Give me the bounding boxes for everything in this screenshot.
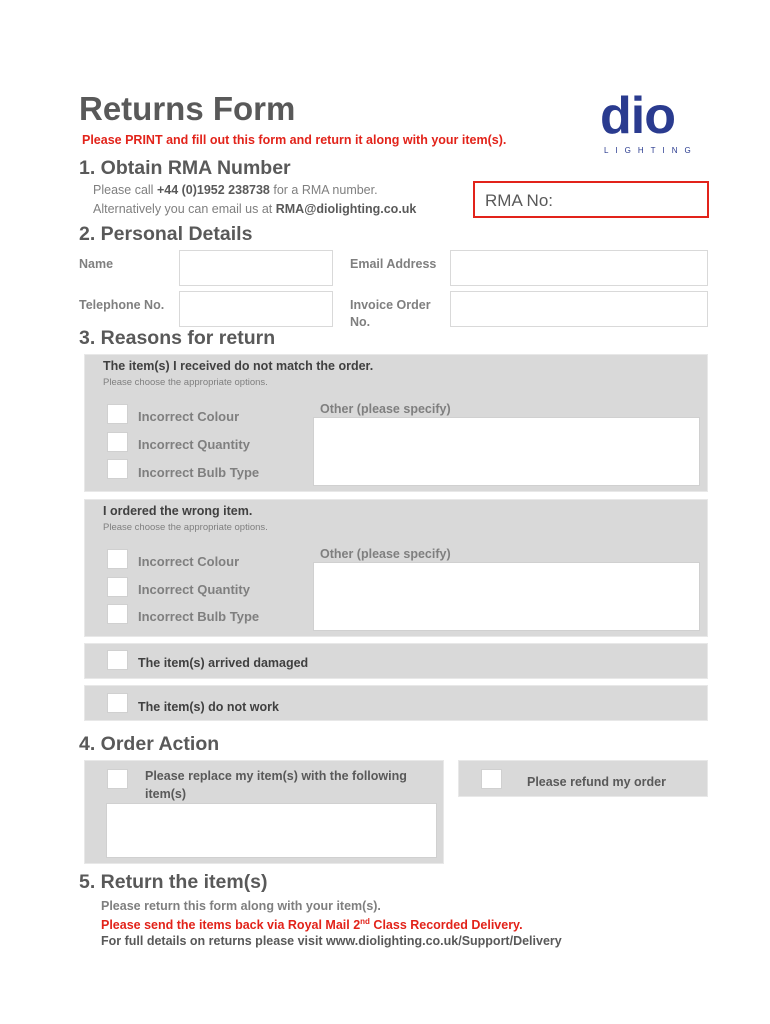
damaged-label: The item(s) arrived damaged — [138, 656, 309, 670]
checkbox-refund[interactable] — [481, 769, 502, 789]
rma-call-pre: Please call — [93, 183, 157, 197]
rma-number-label: RMA No: — [485, 191, 554, 210]
section-heading-return: 5. Return the item(s) — [79, 871, 268, 893]
rma-phone: +44 (0)1952 238738 — [156, 183, 270, 197]
email-label: Email Address — [350, 257, 437, 271]
reason-damaged-row — [84, 643, 708, 679]
invoice-label-line1: Invoice Order — [350, 298, 431, 312]
return-line2-pre: Please send the items back via Royal Mail 2 — [101, 918, 361, 933]
rma-email: RMA@diolighting.co.uk — [275, 202, 417, 216]
return-line3: For full details on returns please visit www.diolighting.co.uk/Support/Delivery — [101, 934, 562, 949]
option-label: Incorrect Quantity — [138, 437, 250, 452]
checkbox-replace[interactable] — [107, 769, 128, 789]
option-label: Incorrect Bulb Type — [138, 609, 260, 624]
reason-group-mismatch — [84, 354, 708, 492]
replace-option-panel — [84, 760, 444, 864]
section-heading-reasons: 3. Reasons for return — [79, 327, 276, 349]
not-working-label: The item(s) do not work — [138, 700, 279, 714]
replacement-items-textarea[interactable] — [106, 803, 437, 858]
reason-not-working-row — [84, 685, 708, 721]
invoice-field[interactable] — [450, 291, 708, 327]
checkbox-mismatch-colour[interactable] — [107, 404, 128, 424]
email-field[interactable] — [450, 250, 708, 286]
rma-number-field[interactable] — [473, 181, 709, 218]
checkbox-mismatch-bulb[interactable] — [107, 459, 128, 479]
return-instructions — [101, 898, 562, 949]
refund-label: Please refund my order — [527, 775, 666, 789]
other-mismatch-textarea[interactable] — [313, 417, 700, 486]
return-line2 — [101, 914, 562, 933]
option-label: Incorrect Colour — [138, 554, 240, 569]
rma-email-pre: Alternatively you can email us at — [93, 202, 276, 216]
logo-tagline: LIGHTING — [604, 146, 698, 155]
dio-lighting-logo — [598, 87, 698, 160]
group-title: I ordered the wrong item. — [103, 504, 253, 518]
checkbox-wrong-bulb[interactable] — [107, 604, 128, 624]
rma-call-post: for a RMA number. — [269, 183, 378, 197]
reason-group-wrong-item — [84, 499, 708, 637]
return-line2-post: Class Recorded Delivery. — [369, 918, 523, 933]
rma-email-line — [93, 200, 416, 219]
section-heading-rma: 1. Obtain RMA Number — [79, 157, 291, 179]
section-heading-order-action: 4. Order Action — [79, 733, 220, 755]
replace-label — [145, 767, 407, 803]
checkbox-wrong-colour[interactable] — [107, 549, 128, 569]
invoice-label — [350, 297, 431, 331]
option-label: Incorrect Quantity — [138, 582, 250, 597]
replace-label-line1: Please replace my item(s) with the following — [145, 769, 407, 783]
group-title: The item(s) I received do not match the order. — [103, 359, 374, 373]
section-heading-personal: 2. Personal Details — [79, 223, 253, 245]
other-label: Other (please specify) — [320, 402, 451, 416]
return-line1: Please return this form along with your item(s). — [101, 899, 381, 913]
rma-call-line — [93, 181, 416, 200]
group-hint: Please choose the appropriate options. — [103, 377, 268, 388]
logo-mark: dio — [600, 87, 675, 145]
invoice-label-line2: No. — [350, 315, 371, 329]
name-label: Name — [79, 257, 114, 271]
option-label: Incorrect Bulb Type — [138, 465, 260, 480]
other-wrong-textarea[interactable] — [313, 562, 700, 631]
replace-label-line2: item(s) — [145, 787, 186, 801]
checkbox-mismatch-quantity[interactable] — [107, 432, 128, 452]
return-line2-sup: nd — [360, 917, 370, 926]
other-label: Other (please specify) — [320, 547, 451, 561]
name-field[interactable] — [179, 250, 333, 286]
telephone-field[interactable] — [179, 291, 333, 327]
refund-option-panel — [458, 760, 708, 797]
page-title: Returns Form — [79, 90, 296, 127]
checkbox-wrong-quantity[interactable] — [107, 577, 128, 597]
group-hint: Please choose the appropriate options. — [103, 522, 268, 533]
option-label: Incorrect Colour — [138, 409, 240, 424]
telephone-label: Telephone No. — [79, 298, 165, 312]
rma-instructions — [93, 181, 416, 219]
checkbox-not-working[interactable] — [107, 693, 128, 713]
checkbox-damaged[interactable] — [107, 650, 128, 670]
print-instruction: Please PRINT and fill out this form and return it along with your item(s). — [82, 133, 507, 147]
